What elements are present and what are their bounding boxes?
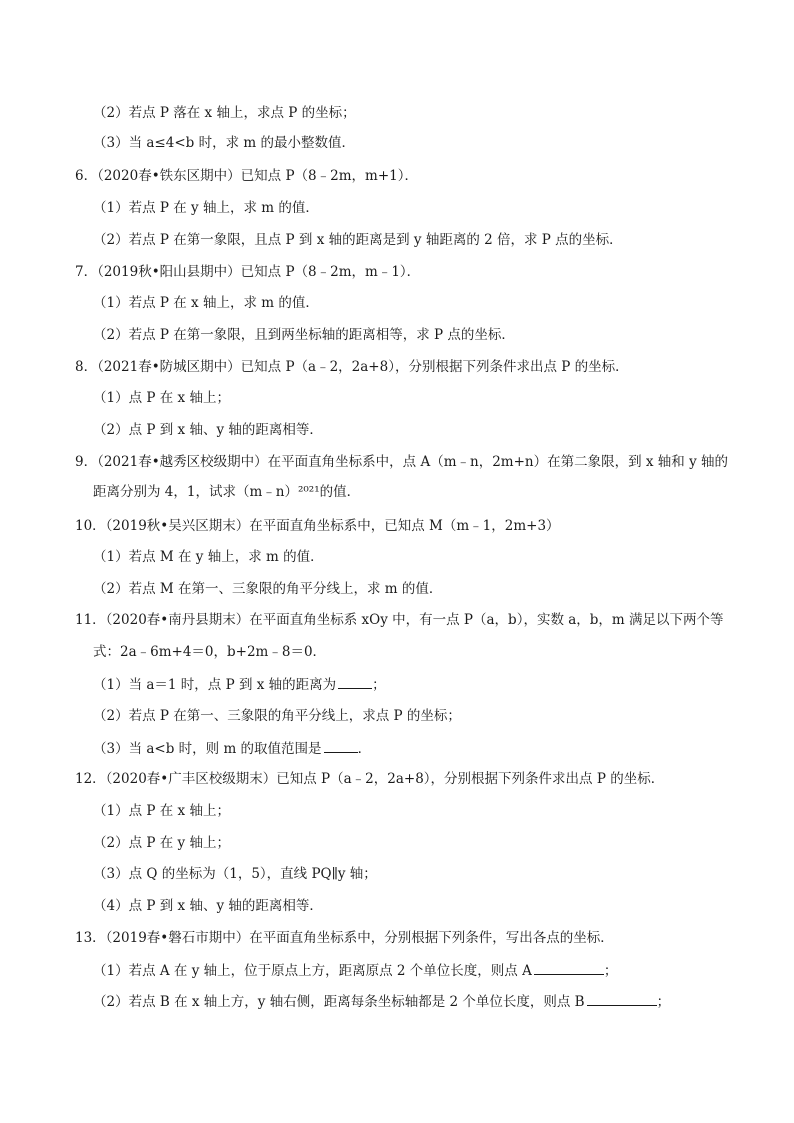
question-10-line: 10．（2019秋•吴兴区期末）在平面直角坐标系中，已知点 M（m﹣1，2m+3） [75, 518, 560, 534]
line-text: （3）当 a<b 时，则 m 的取值范围是 [93, 741, 322, 757]
line-punct: ； [603, 963, 618, 979]
text-line-with-blank [93, 960, 617, 981]
answer-blank[interactable] [324, 738, 358, 753]
text-line: （1）点 P 在 x 轴上； [93, 390, 230, 406]
text-line: （3）点 Q 的坐标为（1，5），直线 PQ∥y 轴； [93, 866, 377, 882]
text-line-with-blank [93, 991, 670, 1012]
text-line: 距离分别为 4，1，试求（m﹣n）²⁰²¹的值． [93, 484, 361, 500]
text-line: （4）点 P 到 x 轴、y 轴的距离相等． [93, 898, 323, 914]
question-13-line: 13．（2019春•磐石市期中）在平面直角坐标系中，分别根据下列条件，写出各点的坐标． [75, 930, 614, 946]
line-punct: ． [357, 741, 372, 757]
answer-blank[interactable] [587, 991, 657, 1006]
line-text: （2）若点 B 在 x 轴上方，y 轴右侧，距离每条坐标轴都是 2 个单位长度，则点 B [93, 994, 585, 1010]
line-punct: ； [656, 994, 671, 1010]
answer-blank[interactable] [338, 674, 372, 689]
text-line-with-blank [93, 738, 371, 759]
text-line: （2）点 P 在 y 轴上； [93, 835, 230, 851]
text-line: （2）点 P 到 x 轴、y 轴的距离相等． [93, 422, 323, 438]
question-8-line: 8．（2021春•防城区期中）已知点 P（a﹣2，2a+8），分别根据下列条件求出点 P 的坐标． [75, 359, 629, 375]
question-12-line: 12．（2020春•广丰区校级期末）已知点 P（a﹣2，2a+8），分别根据下列条件求出点 P 的坐标． [75, 771, 665, 787]
question-6-line: 6．（2020春•铁东区期中）已知点 P（8﹣2m，m+1）． [75, 168, 418, 184]
text-line: （2）若点 M 在第一、三象限的角平分线上，求 m 的值． [93, 581, 443, 597]
question-7-line: 7．（2019秋•阳山县期中）已知点 P（8﹣2m，m﹣1）． [75, 264, 421, 280]
text-line: （2）若点 P 在第一象限，且到两坐标轴的距离相等，求 P 点的坐标． [93, 327, 515, 343]
answer-blank[interactable] [534, 960, 604, 975]
text-line: （2）若点 P 在第一象限，且点 P 到 x 轴的距离是到 y 轴距离的 2 倍，求 P 点的坐标． [93, 232, 623, 248]
text-line: （1）若点 P 在 y 轴上，求 m 的值． [93, 200, 319, 216]
text-line: 式：2a﹣6m+4＝0，b+2m﹣8＝0． [93, 644, 327, 660]
text-line-with-blank [93, 674, 386, 695]
line-text: （1）当 a＝1 时，点 P 到 x 轴的距离为 [93, 677, 337, 693]
line-text: （1）若点 A 在 y 轴上，位于原点上方，距离原点 2 个单位长度，则点 A [93, 963, 532, 979]
question-11-line: 11．（2020春•南丹县期末）在平面直角坐标系 xOy 中，有一点 P（a，b），实数 a，b，m 满足以下两个等 [75, 612, 724, 628]
text-line: （2）若点 P 在第一、三象限的角平分线上，求点 P 的坐标； [93, 708, 461, 724]
text-line: （1）点 P 在 x 轴上； [93, 803, 230, 819]
text-line: （3）当 a≤4<b 时，求 m 的最小整数值． [93, 135, 355, 151]
text-line: （1）若点 M 在 y 轴上，求 m 的值． [93, 549, 324, 565]
question-9-line: 9．（2021春•越秀区校级期中）在平面直角坐标系中，点 A（m﹣n，2m+n）在第二象限，到 x 轴和 y 轴的 [75, 454, 728, 470]
text-line: （1）若点 P 在 x 轴上，求 m 的值． [93, 295, 319, 311]
line-punct: ； [372, 677, 386, 693]
text-line: （2）若点 P 落在 x 轴上，求点 P 的坐标； [93, 105, 356, 121]
